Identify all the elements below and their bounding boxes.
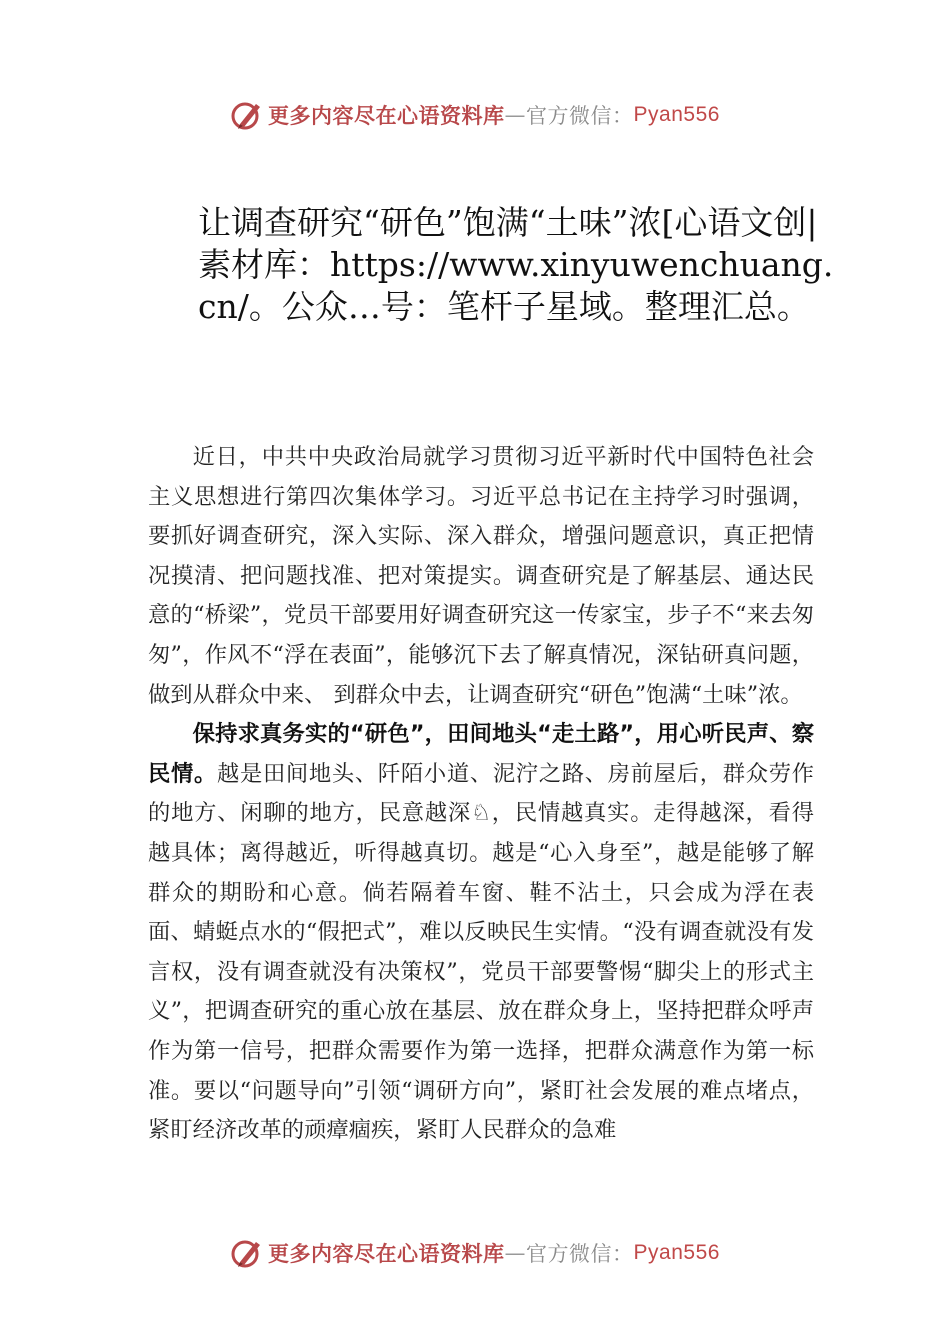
section-text: 越是田间地头、阡陌小道、泥泞之路、房前屋后，群众劳作的地方、闲聊的地方，民意越深♘，民情越真实。走得越深，看得越具体；离得越近，听得越真切。越是“心入身至”，越是能够了解群众的期盼和心意。倘若隔着车窗、鞋不沾土，只会成为浮在表面、蜻蜓点水的“假把式”，难以反映民生实情。“没有调查就没有发言权，没有调查就没有决策权”，党员干部要警惕“脚尖上的形式主义”，把调查研究的重心放在基层、放在群众身上，坚持把群众呼声作为第一信号，把群众需要作为第一选择，把群众满意作为第一标准。要以“问题导向”引领“调研方向”，紧盯社会发展的难点堵点，紧盯经济改革的顽瘴痼疾，紧盯人民群众的急难: [148, 760, 814, 1144]
banner-wechat-label: 官方微信：: [526, 1242, 634, 1266]
banner-main-text: 更多内容尽在心语资料库: [268, 1242, 505, 1266]
banner-wechat-label: 官方微信：: [526, 104, 634, 128]
header-banner: [0, 95, 950, 135]
paragraph-intro: 近日，中共中央政治局就学习贯彻习近平新时代中国特色社会主义思想进行第四次集体学习。习近平总书记在主持学习时强调，要抓好调查研究，深入实际、深入群众，增强问题意识，真正把情况摸清、把问题找准、把对策提实。调查研究是了解基层、通达民意的“桥梁”，党员干部要用好调查研究这一传家宝，步子不“来去匆匆”，作风不“浮在表面”，能够沉下去了解真情况，深钻研真问题，做到从群众中来、 到群众中去，让调查研究“研色”饱满“土味”浓。: [148, 444, 814, 708]
footer-banner: [0, 1233, 950, 1273]
banner-main-text: 更多内容尽在心语资料库: [268, 104, 505, 128]
pen-logo-icon: [230, 98, 264, 132]
banner-wechat-handle: Pyan556: [633, 1241, 720, 1264]
document-title: 让调查研究“研色”饱满“土味”浓[心语文创|素材库：https://www.xinyuwenchuang.cn/。公众…号：笔杆子星域。整理汇总。: [198, 203, 834, 326]
section-heading: 保持求真务实的“研色”，田间地头“走土路”，用心听民声、察民情。: [148, 721, 814, 787]
banner-wechat-handle: Pyan556: [633, 103, 720, 126]
pen-logo-icon: [230, 1236, 264, 1270]
banner-dash: —: [504, 103, 527, 127]
banner-dash: —: [504, 1241, 527, 1265]
paragraph-section-1: [148, 715, 814, 1151]
document-body: [148, 438, 814, 1151]
